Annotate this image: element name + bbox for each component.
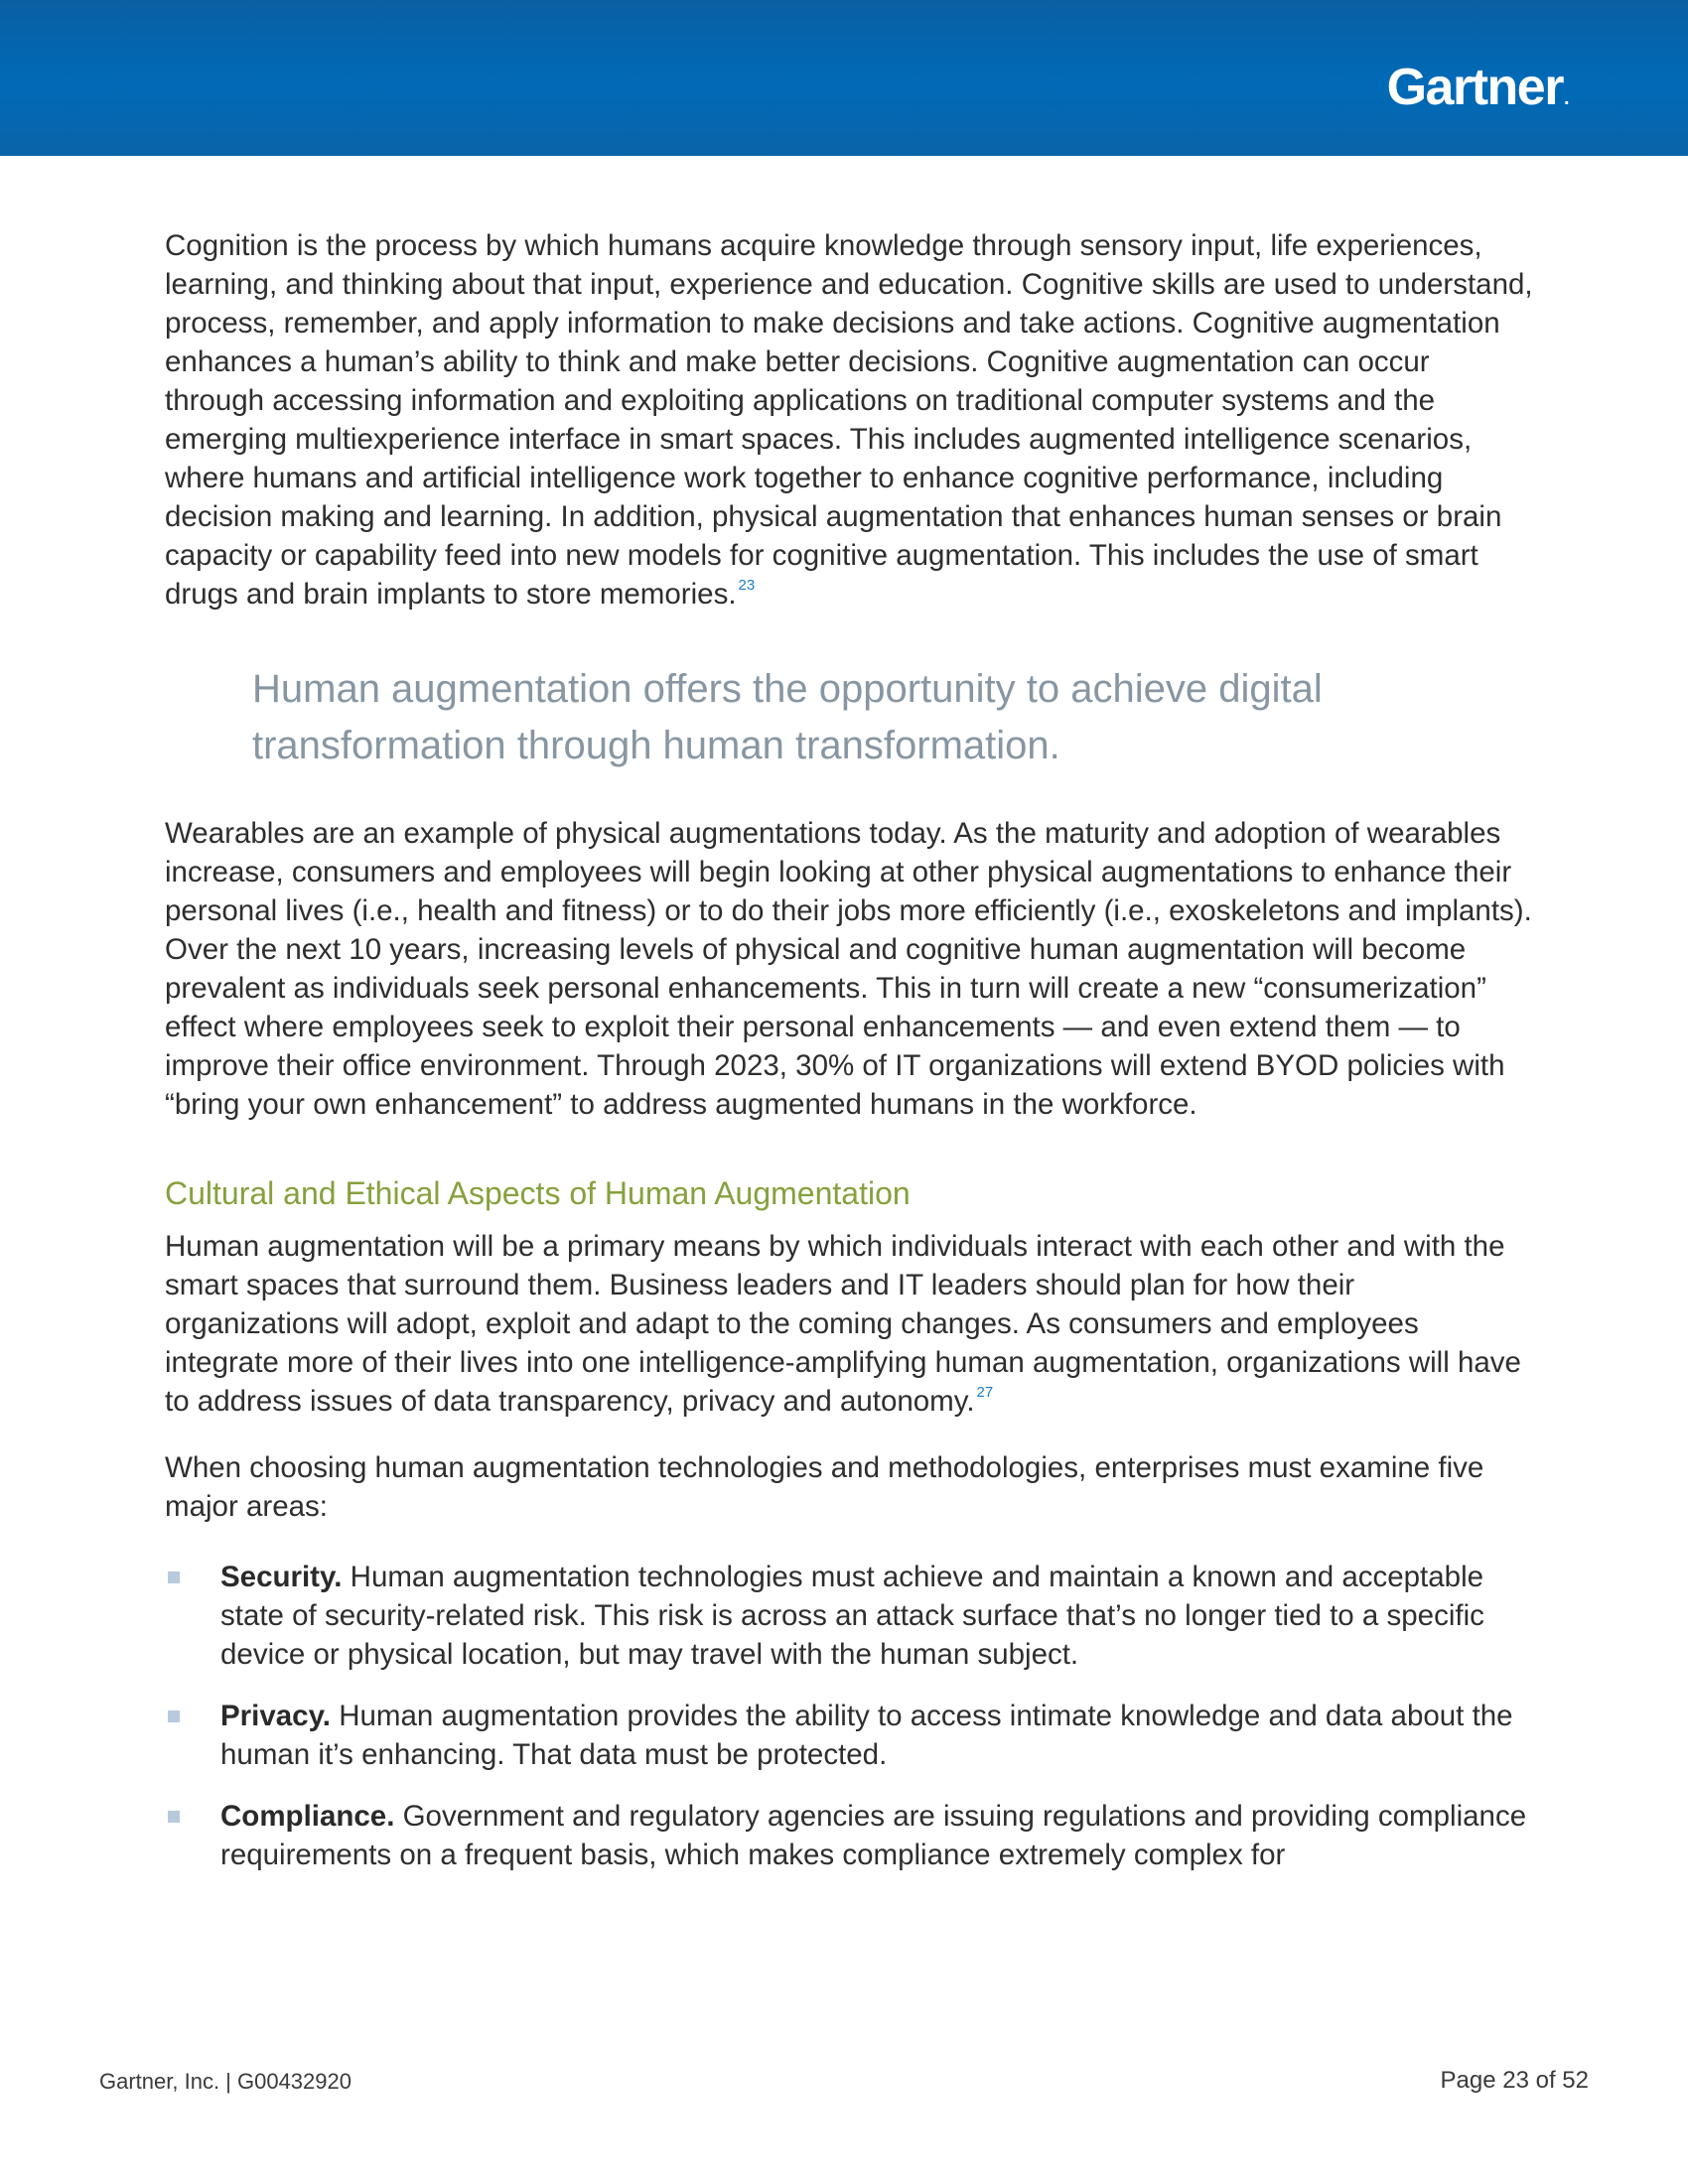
bullet-term: Security. bbox=[220, 1561, 343, 1593]
list-item: Privacy. Human augmentation provides the ability to access intimate knowledge and data about the human it’s enhancing. That data must be protected. bbox=[165, 1697, 1535, 1774]
paragraph-cognition: Cognition is the process by which humans acquire knowledge through sensory input, life experiences, learning, and thinking about that input, experience and education. Cognitive skills are used to understand, process, remember, and apply information to make decisions and take actions. Cognitive augmentation enhances a human’s ability to think and make better decisions. Cognitive augmentation can occur through accessing information and exploiting applications on traditional computer systems and the emerging multiexperience interface in smart spaces. This includes augmented intelligence scenarios, where humans and artificial intelligence work together to enhance cognitive performance, including decision making and learning. In addition, physical augmentation that enhances human senses or brain capacity or capability feed into new models for cognitive augmentation. This includes the use of smart drugs and brain implants to store memories. $^{23}$ bbox=[165, 229, 1533, 611]
square-bullet-icon bbox=[168, 1811, 180, 1823]
section-heading: Cultural and Ethical Aspects of Human Augmentation bbox=[165, 1175, 911, 1211]
document-body bbox=[165, 226, 1535, 1897]
pull-quote: Human augmentation offers the opportunity to achieve digital transformation through human transformation. bbox=[252, 667, 1323, 767]
paragraph-five-areas: When choosing human augmentation technologies and methodologies, enterprises must examine five major areas: bbox=[165, 1451, 1484, 1523]
logo-dot: . bbox=[1563, 87, 1568, 109]
square-bullet-icon bbox=[168, 1710, 180, 1722]
gartner-logo: Gartner. bbox=[1386, 59, 1568, 116]
footnote-ref-23[interactable]: 23 bbox=[738, 577, 756, 594]
bullet-term: Compliance. bbox=[220, 1800, 395, 1833]
square-bullet-icon bbox=[168, 1571, 180, 1583]
footer-company-id: Gartner, Inc. | G00432920 bbox=[99, 2069, 352, 2094]
bullet-term: Privacy. bbox=[220, 1700, 331, 1732]
footnote-ref-27[interactable]: 27 bbox=[976, 1384, 994, 1401]
list-item: Security. Human augmentation technologies must achieve and maintain a known and acceptable state of security-related risk. This risk is across an attack surface that’s no longer tied to a specific device or physical location, but may travel with the human subject. bbox=[165, 1558, 1535, 1674]
page-header-banner bbox=[0, 0, 1688, 156]
footer-page-number: Page 23 of 52 bbox=[1440, 2067, 1589, 2094]
paragraph-cultural: Human augmentation will be a primary means by which individuals interact with each other and with the smart spaces that surround them. Business leaders and IT leaders should plan for how their organizations will adopt, exploit and adapt to the coming changes. As consumers and employees integrate more of their lives into one intelligence-amplifying human augmentation, organizations will have to address issues of data transparency, privacy and autonomy. $^{27}$ bbox=[165, 1230, 1521, 1418]
list-item: Compliance. Government and regulatory agencies are issuing regulations and providing compliance requirements on a frequent basis, which makes compliance extremely complex for bbox=[165, 1797, 1535, 1874]
paragraph-wearables: Wearables are an example of physical augmentations today. As the maturity and adoption of wearables increase, consumers and employees will begin looking at other physical augmentations to enhance their personal lives (i.e., health and fitness) or to do their jobs more efficiently (i.e., exoskeletons and implants). Over the next 10 years, increasing levels of physical and cognitive human augmentation will become prevalent as individuals seek personal enhancements. This in turn will create a new “consumerization” effect where employees seek to exploit their personal enhancements — and even extend them — to improve their office environment. Through 2023, 30% of IT organizations will extend BYOD policies with “bring your own enhancement” to address augmented humans in the workforce. bbox=[165, 817, 1532, 1121]
bullet-list bbox=[165, 1558, 1535, 1874]
